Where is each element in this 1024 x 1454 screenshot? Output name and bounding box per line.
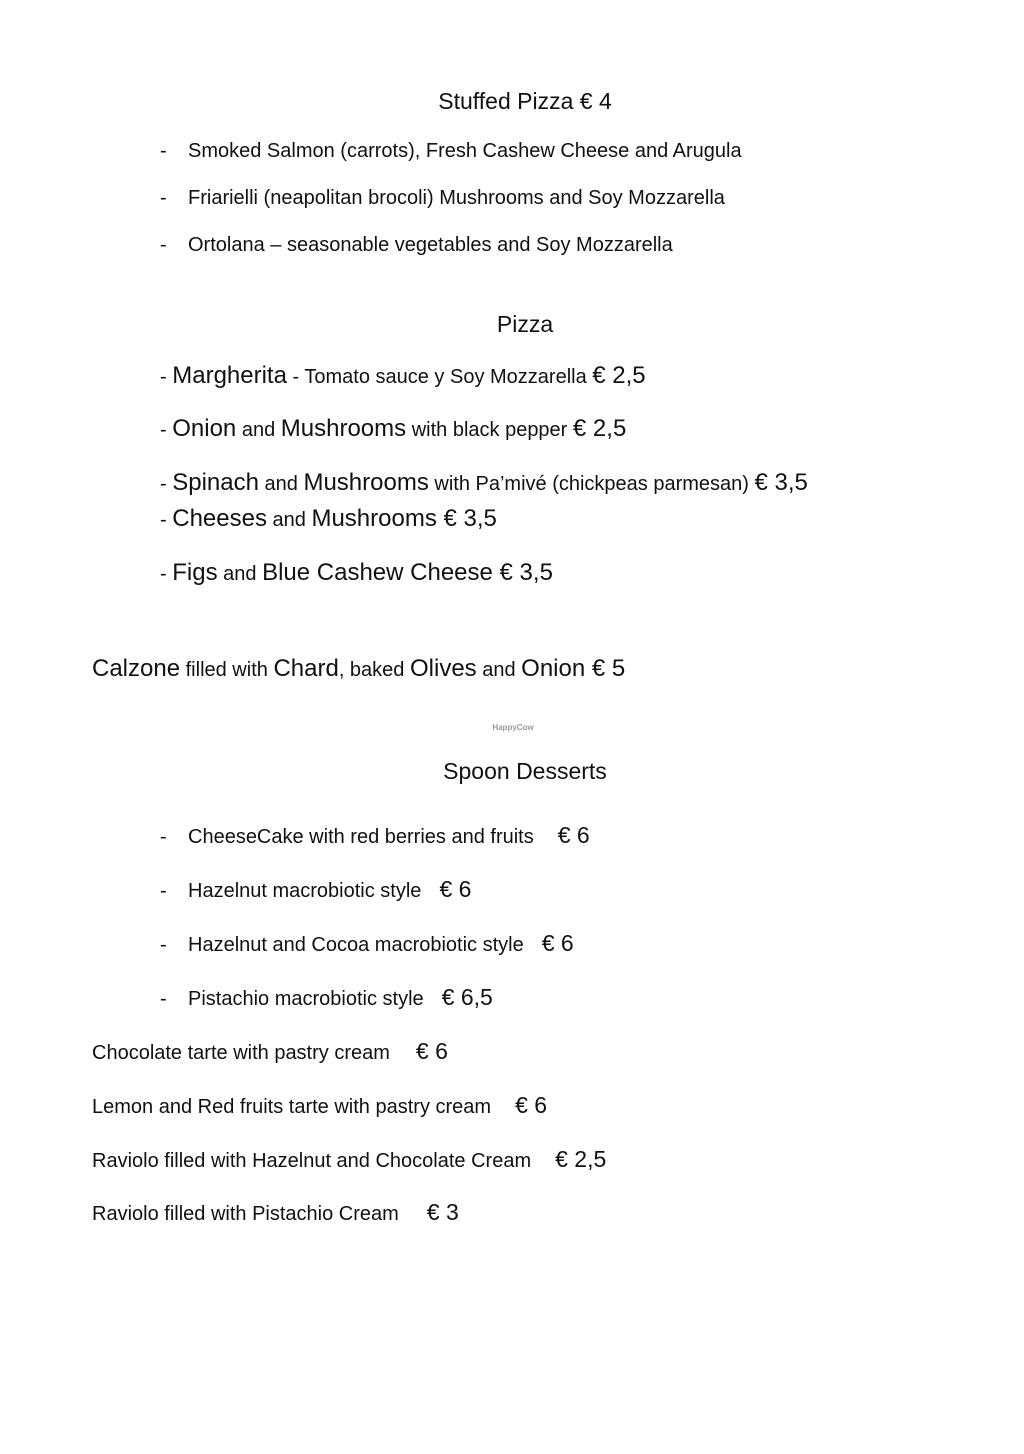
item-name-2: Mushrooms bbox=[280, 415, 407, 442]
bullet-dash: - bbox=[160, 509, 167, 531]
item-price: € 6 bbox=[541, 930, 574, 956]
item-name: Chocolate tarte with pastry cream bbox=[92, 1042, 390, 1064]
stuffed-pizza-item bbox=[160, 234, 673, 257]
item-name: Pistachio macrobiotic style bbox=[188, 988, 424, 1010]
pizza-item bbox=[160, 469, 808, 497]
bullet-dash: - bbox=[160, 934, 167, 956]
dessert-item bbox=[160, 822, 590, 849]
bullet-dash: - bbox=[160, 140, 167, 162]
item-price: € 2,5 bbox=[572, 415, 627, 442]
calzone-price: € 5 bbox=[585, 655, 626, 682]
dessert-item bbox=[160, 984, 493, 1011]
pizza-item bbox=[160, 415, 626, 443]
item-price: € 3,5 bbox=[492, 559, 553, 586]
item-name-2: Mushrooms bbox=[311, 505, 437, 532]
dessert-item bbox=[160, 930, 574, 957]
dessert-item bbox=[160, 876, 471, 903]
dessert-tarte-item bbox=[92, 1092, 547, 1119]
stuffed-pizza-heading: Stuffed Pizza € 4 bbox=[438, 88, 612, 114]
item-connector: and bbox=[236, 419, 281, 441]
calzone-ingredient: Chard bbox=[273, 655, 339, 682]
bullet-dash: - bbox=[160, 366, 167, 388]
item-price: € 3 bbox=[426, 1199, 459, 1225]
calzone-text: and bbox=[476, 659, 522, 681]
calzone-item bbox=[92, 655, 625, 683]
dessert-tarte-item bbox=[92, 1038, 448, 1065]
pizza-item bbox=[160, 505, 497, 533]
calzone-text: filled with bbox=[180, 659, 274, 681]
item-name: CheeseCake with red berries and fruits bbox=[188, 826, 534, 848]
item-name: Hazelnut and Cocoa macrobiotic style bbox=[188, 934, 524, 956]
item-name: Raviolo filled with Pistachio Cream bbox=[92, 1203, 399, 1225]
bullet-dash: - bbox=[160, 473, 167, 495]
pizza-item bbox=[160, 362, 646, 390]
calzone-ingredient: Onion bbox=[521, 655, 586, 682]
bullet-dash: - bbox=[160, 419, 167, 441]
item-price: € 2,5 bbox=[592, 362, 646, 389]
bullet-dash: - bbox=[160, 880, 167, 902]
desserts-heading: Spoon Desserts bbox=[443, 758, 607, 784]
item-name: Raviolo filled with Hazelnut and Chocolate Cream bbox=[92, 1150, 532, 1172]
item-connector: and bbox=[217, 563, 263, 585]
item-name: Hazelnut macrobiotic style bbox=[188, 880, 422, 902]
item-name: Cheeses bbox=[172, 505, 267, 532]
item-price: € 2,5 bbox=[555, 1146, 607, 1172]
item-price: € 6 bbox=[439, 876, 472, 902]
item-name: Margherita bbox=[172, 362, 287, 389]
item-name: Figs bbox=[172, 559, 218, 586]
watermark-logo: HappyCow bbox=[492, 723, 534, 732]
item-connector: and bbox=[258, 473, 304, 495]
item-price: € 6 bbox=[557, 822, 590, 848]
bullet-dash: - bbox=[160, 826, 167, 848]
item-price: € 6 bbox=[415, 1038, 448, 1064]
item-name: Onion bbox=[172, 415, 237, 442]
dessert-raviolo-item bbox=[92, 1199, 459, 1226]
calzone-ingredient: Olives bbox=[409, 655, 477, 682]
item-name: Friarielli (neapolitan brocoli) Mushrooms and Soy Mozzarella bbox=[188, 187, 725, 209]
item-name: Smoked Salmon (carrots), Fresh Cashew Cheese and Arugula bbox=[188, 140, 742, 162]
item-description: - Tomato sauce y Soy Mozzarella bbox=[286, 366, 593, 388]
item-name-2: Mushrooms bbox=[303, 469, 429, 496]
dessert-raviolo-item bbox=[92, 1146, 606, 1173]
item-name: Spinach bbox=[172, 469, 259, 496]
item-price: € 3,5 bbox=[754, 469, 808, 496]
item-connector: and bbox=[266, 509, 312, 531]
item-name-2: Blue Cashew Cheese bbox=[262, 559, 493, 586]
bullet-dash: - bbox=[160, 563, 167, 585]
item-description: with Pa’mivé (chickpeas parmesan) bbox=[428, 473, 755, 495]
bullet-dash: - bbox=[160, 187, 167, 209]
item-price: € 6,5 bbox=[441, 984, 493, 1010]
stuffed-pizza-item bbox=[160, 187, 725, 210]
pizza-item bbox=[160, 559, 553, 587]
pizza-heading: Pizza bbox=[496, 311, 554, 337]
item-price: € 6 bbox=[515, 1092, 548, 1118]
bullet-dash: - bbox=[160, 988, 167, 1010]
bullet-dash: - bbox=[160, 234, 167, 256]
item-name: Ortolana – seasonable vegetables and Soy Mozzarella bbox=[188, 234, 673, 256]
item-description: with black pepper bbox=[406, 419, 573, 441]
calzone-text: , baked bbox=[338, 659, 410, 681]
item-price: € 3,5 bbox=[436, 505, 497, 532]
item-name: Lemon and Red fruits tarte with pastry cream bbox=[92, 1096, 492, 1118]
calzone-name: Calzone bbox=[92, 655, 181, 682]
stuffed-pizza-item bbox=[160, 140, 742, 163]
